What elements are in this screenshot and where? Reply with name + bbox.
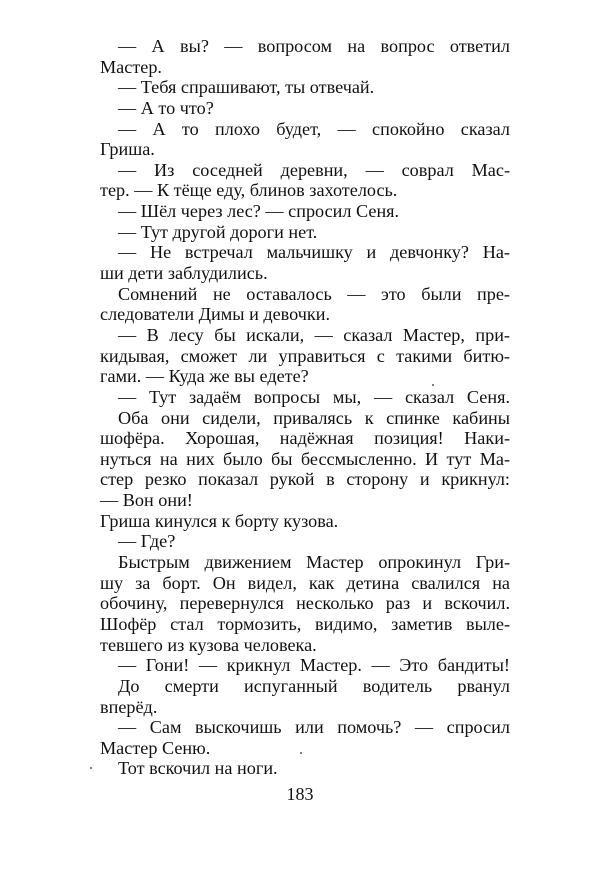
text-line: — Не встречал мальчишку и девчонку? На- [118, 242, 510, 263]
text-line: — Тут задаём вопросы мы, — сказал Сеня. [118, 386, 510, 407]
text-line: стер резко показал рукой в сторону и крикнул: [100, 469, 510, 490]
text-line: До смерти испуганный водитель рванул [118, 675, 510, 696]
text-line: следователи Димы и девочки. [100, 304, 331, 325]
text-line: — А вы? — вопросом на вопрос ответил [118, 36, 510, 56]
text-line: ши дети заблудились. [100, 263, 268, 284]
text-line: — Сам выскочишь или помочь? — спросил [118, 717, 510, 738]
text-line: — Гони! — крикнул Мастер. — Это бандиты! [118, 655, 510, 676]
text-line: — Вон они! [100, 490, 193, 511]
text-line: тевшего из кузова человека. [100, 634, 317, 655]
text-line: — Из соседней деревни, — соврал Мас- [118, 159, 510, 180]
text-line: кидывая, сможет ли управиться с такими битю- [100, 345, 510, 366]
text-line: гами. — Куда же вы едете? [100, 366, 309, 387]
page-number: 183 [286, 784, 314, 804]
scan-speck [300, 752, 302, 754]
text-line: — В лесу бы искали, — сказал Мастер, при- [118, 324, 510, 345]
text-line: — А то что? [118, 97, 214, 118]
text-line: тер. — К тёще еду, блинов захотелось. [100, 180, 398, 201]
scan-speck [432, 384, 434, 386]
text-line: — Шёл через лес? — спросил Сеня. [118, 201, 400, 222]
text-line: шофёра. Хорошая, надёжная позиция! Наки- [100, 428, 510, 449]
text-line: Быстрым движением Мастер опрокинул Гри- [118, 552, 510, 573]
text-line: Гриша кинулся к борту кузова. [100, 510, 339, 531]
text-line: шу за борт. Он видел, как детина свалился на [100, 572, 510, 593]
text-line: нуться на них было бы бессмысленно. И тут Ма- [100, 448, 510, 469]
text-line: обочину, перевернулся несколько раз и вскочил. [100, 593, 510, 614]
text-line: вперёд. [100, 696, 158, 717]
scan-speck [90, 767, 92, 769]
body-text [100, 36, 510, 779]
text-line: Тот вскочил на ноги. [118, 758, 278, 779]
text-line: Сомнений не оставалось — это были пре- [118, 283, 510, 304]
text-line: — Где? [118, 531, 176, 552]
text-line: Оба они сидели, привалясь к спинке кабины [118, 407, 510, 428]
text-line: Мастер. [100, 56, 162, 77]
text-line: Шофёр стал тормозить, видимо, заметив выле- [100, 613, 510, 634]
text-line: — Тут другой дороги нет. [118, 221, 318, 242]
text-line: Гриша. [100, 139, 155, 160]
text-line: Мастер Сеню. [100, 737, 211, 758]
text-line: — А то плохо будет, — спокойно сказал [118, 118, 510, 139]
text-line: — Тебя спрашивают, ты отвечай. [118, 77, 375, 98]
